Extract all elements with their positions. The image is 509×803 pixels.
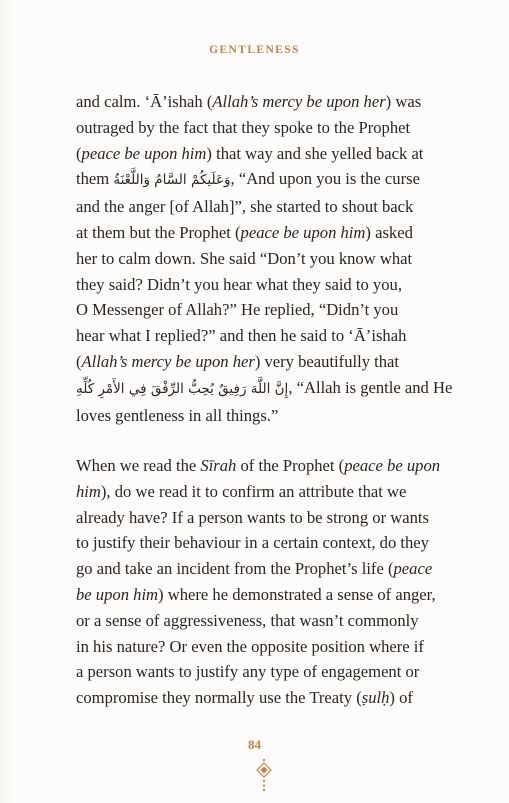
text-run: loves gentleness in all things.”: [76, 405, 279, 425]
honorific: Allah’s mercy be upon her: [81, 351, 255, 371]
text-run: to justify their behaviour in a certain context, do they: [76, 533, 429, 553]
text-run: ) that way and she yelled back at: [206, 143, 424, 163]
text-line: [76, 634, 468, 660]
text-run: of the Prophet (: [236, 456, 345, 475]
paragraph-2: [76, 453, 468, 711]
running-head: GENTLENESS: [209, 44, 300, 56]
text-line: [76, 479, 468, 505]
text-line: [76, 505, 468, 531]
text-line: [76, 582, 468, 608]
italic-term: ṣulḥ: [361, 688, 390, 708]
text-line: [76, 349, 468, 375]
text-run: (: [76, 143, 82, 163]
text-run: hear what I replied?” and then he said to ‘Ā’ishah: [76, 326, 407, 346]
text-run: go and take an incident from the Prophet’s life (: [76, 559, 394, 579]
honorific: him: [76, 481, 101, 501]
text-run: they said? Didn’t you hear what they said to you,: [76, 274, 402, 294]
text-run: When we read the: [76, 456, 201, 475]
text-line: [76, 685, 468, 711]
text-line: [76, 166, 468, 194]
text-run: compromise they normally use the Treaty (: [76, 688, 362, 708]
text-run: , “And upon you is the curse: [230, 169, 420, 189]
honorific: be upon him: [76, 584, 159, 604]
diamond-flourish-icon: [254, 758, 274, 794]
paragraph-1: [76, 89, 468, 428]
text-line: [76, 453, 468, 479]
text-run: or a sense of aggressiveness, that wasn’t commonly: [76, 610, 419, 630]
text-line: [76, 220, 468, 246]
text-run: ), do we read it to confirm an attribute that we: [100, 481, 407, 501]
text-line: [76, 608, 468, 634]
arabic-text: إِنَّ اللَّهَ رَفِيقٌ يُحِبُّ الرِّفْقَ فِي الأَمْرِ كُلِّهِ: [76, 380, 289, 397]
text-line: [76, 375, 468, 403]
italic-term: Sīrah: [200, 456, 237, 475]
text-line: [76, 246, 468, 272]
text-line: [76, 323, 468, 349]
text-run: already have? If a person wants to be strong or wants: [76, 507, 429, 527]
text-line: [76, 272, 468, 298]
text-line: [76, 89, 468, 115]
text-run: O Messenger of Allah?” He replied, “Didn’t you: [76, 300, 399, 320]
text-line: [76, 530, 468, 556]
text-run: her to calm down. She said “Don’t you know what: [76, 248, 413, 268]
text-run: at them but the Prophet (: [76, 222, 241, 242]
text-run: , “Allah is gentle and He: [288, 377, 453, 397]
text-run: outraged by the fact that they spoke to the Prophet: [76, 117, 411, 137]
text-run: and the anger [of Allah]”, she started to shout back: [76, 197, 414, 217]
text-line: [76, 141, 468, 167]
text-run: a person wants to justify any type of engagement or: [76, 662, 420, 682]
text-run: and calm. ‘Ā’ishah (: [76, 92, 213, 111]
text-run: in his nature? Or even the opposite position where if: [76, 636, 424, 656]
honorific: peace be upon him: [240, 222, 366, 242]
text-run: ) asked: [365, 222, 413, 242]
text-line: [76, 194, 468, 220]
text-line: [76, 556, 468, 582]
text-line: [76, 115, 468, 141]
text-run: (: [76, 351, 82, 371]
honorific: peace: [393, 559, 433, 579]
page-number: 84: [248, 737, 261, 752]
text-run: ) was: [385, 92, 422, 111]
honorific: peace be upon: [344, 456, 441, 475]
text-run: ) very beautifully that: [254, 351, 400, 371]
arabic-text: وَعَلَيكُمْ السَّامُ وَاللَّعْنَةُ: [113, 172, 231, 189]
text-line: [76, 297, 468, 323]
text-run: ) where he demonstrated a sense of anger,: [158, 584, 436, 604]
honorific: peace be upon him: [81, 143, 207, 163]
text-line: [76, 403, 468, 429]
text-line: [76, 659, 468, 685]
text-run: them: [76, 169, 114, 189]
text-run: ) of: [389, 688, 413, 708]
honorific: Allah’s mercy be upon her: [212, 92, 386, 111]
